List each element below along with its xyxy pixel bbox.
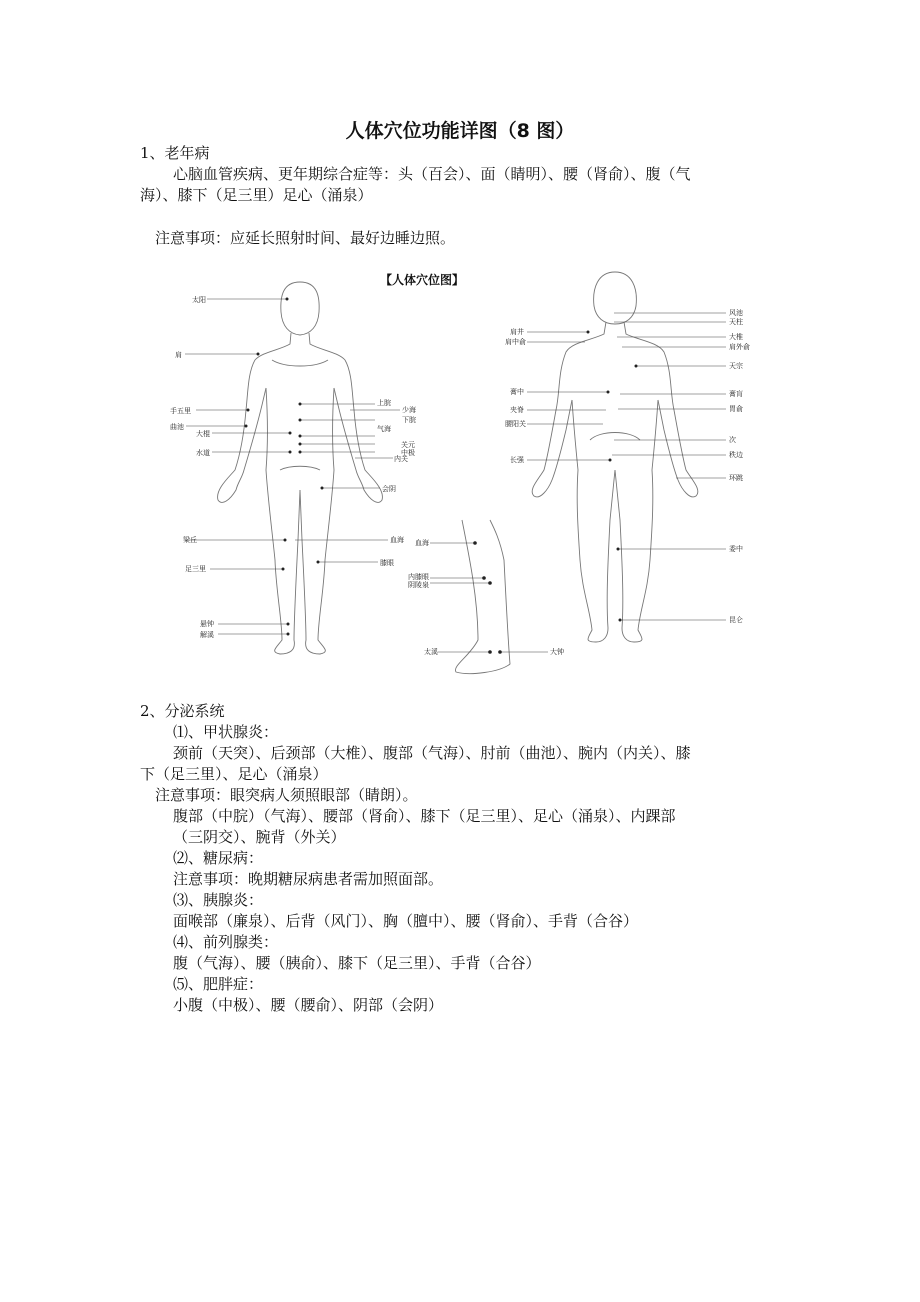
acupoint-label: 太阳 (192, 296, 206, 304)
acupoint-label: 太溪 (424, 648, 438, 656)
acupoint-label: 膝眼 (380, 559, 394, 567)
section-1-heading: 1、老年病 (140, 144, 210, 162)
acupoint-label: 少海 (402, 406, 416, 414)
section-1-note: 注意事项：应延长照射时间、最好边睡边照。 (155, 229, 456, 247)
text-line: 颈前（天突）、后颈部（大椎）、腹部（气海）、肘前（曲池）、腕内（内关）、膝 (173, 744, 691, 762)
note-line: 注意事项：晚期糖尿病患者需加照面部。 (173, 870, 444, 888)
acupoint-label: 足三里 (185, 565, 206, 573)
acupoint-label: 天宗 (729, 362, 743, 370)
acupoint-label: 昆仑 (729, 616, 743, 624)
acupoint-label: 大椎 (729, 333, 743, 341)
acupoint-label: 肩 (175, 351, 182, 359)
acupoint-label: 长强 (510, 456, 524, 464)
acupoint-label: 血海 (390, 536, 404, 544)
acupoint-label: 下脘 (402, 416, 416, 424)
acupoint-label: 气海 (377, 425, 391, 433)
figure-title: 【人体穴位图】 (380, 273, 465, 287)
acupoint-figure (168, 262, 766, 682)
acupoint-label: 内关 (394, 455, 408, 463)
text-line: 小腹（中极）、腰（腰俞）、阴部（会阴） (173, 996, 444, 1014)
acupoint-label: 委中 (729, 545, 743, 553)
acupoint-label: 肩井 (510, 328, 524, 336)
acupoint-label: 悬钟 (200, 620, 214, 628)
acupoint-label: 大钟 (550, 648, 564, 656)
acupoint-label: 血海 (415, 539, 429, 547)
back-body-outline (532, 272, 698, 642)
acupoint-label: 关元 (401, 441, 415, 449)
acupoint-label: 会阴 (382, 485, 396, 493)
acupoint-label: 胃俞 (729, 405, 743, 413)
acupoint-label: 大棍 (196, 430, 210, 438)
acupoint-label: 中极 (401, 449, 415, 457)
acupoint-label: 秩边 (729, 451, 743, 459)
acupoint-label: 肩外俞 (729, 343, 750, 351)
text-line: 面喉部（廉泉）、后背（风门）、胸（膻中）、腰（肾俞）、手背（合谷） (173, 912, 639, 930)
page-title: 人体穴位功能详图（8 图） (345, 120, 575, 142)
text-line: （三阴交）、腕背（外关） (173, 828, 346, 846)
front-body-outline (218, 282, 383, 654)
sub-heading: ⑷、前列腺类： (173, 933, 279, 951)
acupoint-label: 夹脊 (510, 406, 524, 414)
sub-heading: ⑴、甲状腺炎： (173, 723, 279, 741)
acupoint-label: 内膝眼 (408, 573, 429, 581)
acupoint-label: 膏中 (510, 388, 524, 396)
acupoint-label: 曲池 (170, 423, 184, 431)
section-2-heading: 2、分泌系统 (140, 702, 225, 720)
text-line: 腹（气海）、腰（胰俞）、膝下（足三里）、手背（合谷） (173, 954, 541, 972)
acupoint-label: 水道 (196, 449, 210, 457)
section-1-text-line: 海）、膝下（足三里）足心（涌泉） (140, 186, 373, 204)
acupoint-dots (245, 298, 638, 654)
text-line: 下（足三里）、足心（涌泉） (140, 765, 328, 783)
text-line: 腹部（中脘）（气海）、腰部（肾俞）、膝下（足三里）、足心（涌泉）、内踝部 (173, 807, 676, 825)
acupoint-label: 天柱 (729, 318, 743, 326)
acupoint-label: 腰阳关 (505, 420, 526, 428)
acupoint-label: 风池 (729, 309, 743, 317)
sub-heading: ⑵、糖尿病： (173, 849, 264, 867)
acupoint-label: 阴陵泉 (408, 581, 429, 589)
acupoint-label: 手五里 (170, 407, 191, 415)
note-line: 注意事项：眼突病人须照眼部（睛朗）。 (155, 786, 418, 804)
acupoint-label: 膏肓 (729, 390, 743, 398)
acupoint-label: 次 (729, 436, 736, 444)
acupoint-label: 环跳 (729, 474, 743, 482)
acupoint-label: 上脘 (377, 399, 391, 407)
acupoint-label: 梁丘 (183, 536, 197, 544)
acupoint-label: 肩中俞 (505, 338, 526, 346)
acupoint-label: 解溪 (200, 631, 214, 639)
section-1-text-line: 心脑血管疾病、更年期综合症等：头（百会）、面（睛明）、腰（肾俞）、腹（气 (173, 165, 691, 183)
sub-heading: ⑶、胰腺炎： (173, 891, 264, 909)
sub-heading: ⑸、肥胖症： (173, 975, 264, 993)
